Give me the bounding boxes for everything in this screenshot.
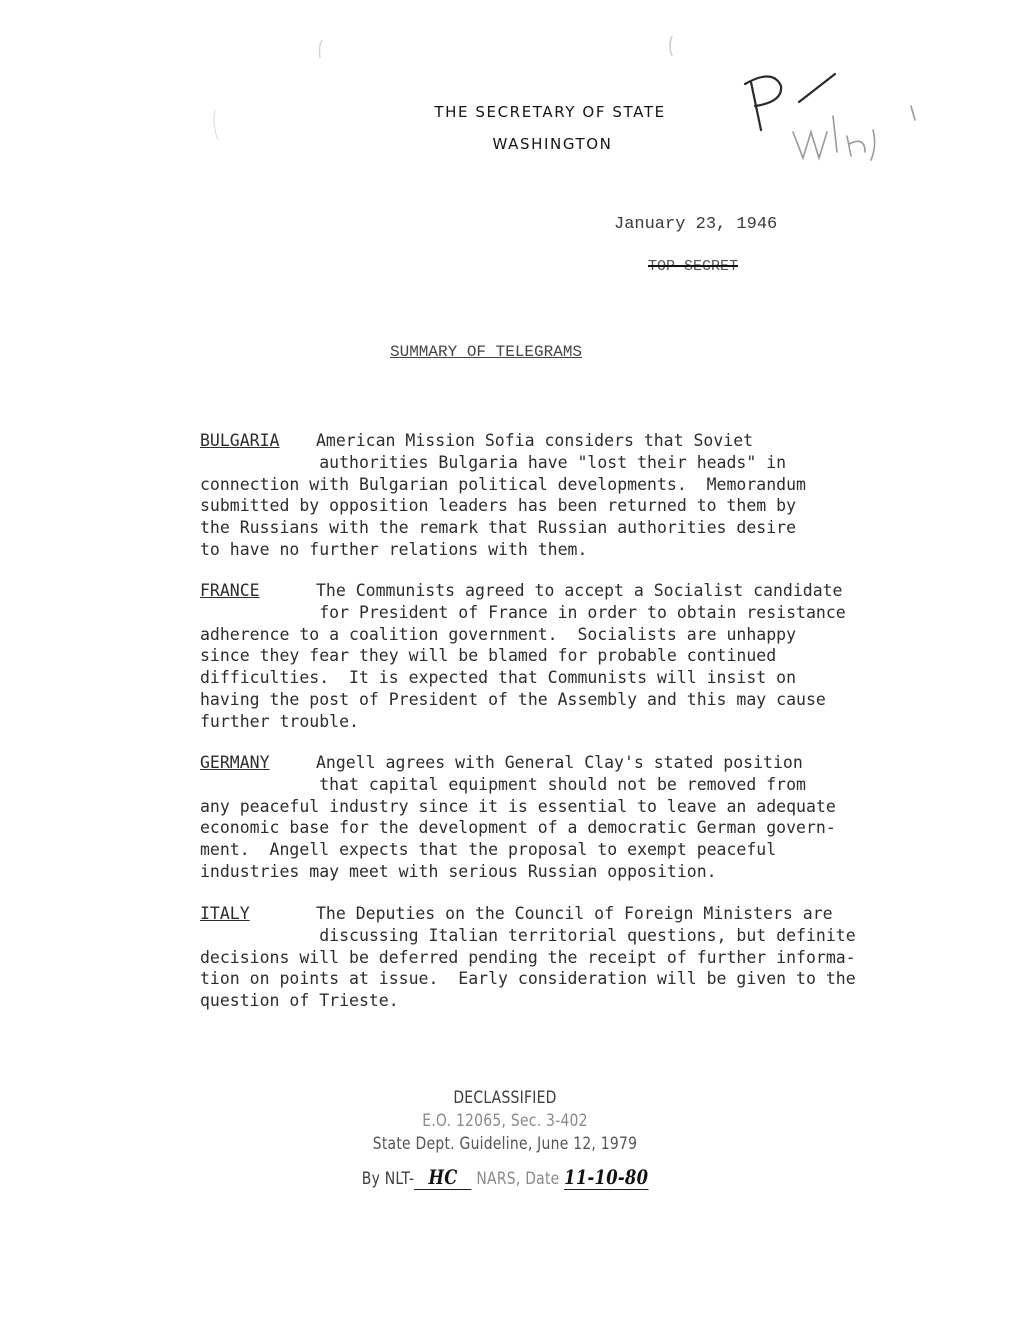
section-first-line: American Mission Sofia considers that Soviet [316, 431, 754, 450]
section-line: difficulties. It is expected that Communists will insist on [200, 668, 797, 688]
section-line: question of Trieste. [200, 991, 399, 1011]
section-bulgaria [200, 430, 920, 561]
section-line: tion on points at issue. Early consideration will be given to the [200, 969, 856, 989]
section-line: for President of France in order to obtain resistance [200, 602, 846, 622]
stamp-date: 11-10-80 [564, 1165, 649, 1189]
stamp-by-prefix: By NLT- [361, 1169, 415, 1189]
letterhead-city: WASHINGTON [492, 135, 613, 153]
stamp-line-eo: E.O. 12065, Sec. 3-402 [422, 1111, 588, 1131]
document-date: January 23, 1946 [614, 215, 778, 234]
section-line: that capital equipment should not be removed from [200, 774, 806, 794]
section-first-line: Angell agrees with General Clay's stated position [316, 753, 803, 772]
section-line: discussing Italian territorial questions, but definite [200, 925, 856, 945]
section-italy [200, 903, 920, 1012]
section-line: to have no further relations with them. [200, 539, 588, 559]
section-line: having the post of President of the Assembly and this may cause [200, 689, 826, 709]
section-heading: FRANCE [200, 581, 260, 600]
stamp-line-declassified: DECLASSIFIED [453, 1088, 557, 1108]
section-germany [200, 752, 920, 883]
section-france [200, 580, 920, 733]
letterhead-title: THE SECRETARY OF STATE [434, 103, 666, 121]
section-line: since they fear they will be blamed for probable continued [200, 646, 777, 666]
document-title: SUMMARY OF TELEGRAMS [390, 343, 583, 361]
section-heading: GERMANY [200, 753, 270, 772]
handwritten-initials [725, 62, 955, 172]
stamp-nars-date-label: NARS, Date [471, 1169, 565, 1189]
section-line: adherence to a coalition government. Socialists are unhappy [200, 624, 797, 644]
stamp-line-guideline: State Dept. Guideline, June 12, 1979 [372, 1134, 638, 1154]
section-line: connection with Bulgarian political developments. Memorandum [200, 474, 806, 494]
section-line: decisions will be deferred pending the receipt of further informa- [200, 947, 856, 967]
stamp-initials: HC [414, 1166, 471, 1190]
section-line: further trouble. [200, 711, 359, 731]
section-line: industries may meet with serious Russian opposition. [200, 861, 717, 881]
section-heading: ITALY [200, 904, 250, 923]
section-line: submitted by opposition leaders has been returned to them by [200, 496, 797, 516]
section-line: authorities Bulgaria have "lost their heads" in [200, 452, 787, 472]
classification-marking: TOP SECRET [648, 258, 739, 275]
section-line: any peaceful industry since it is essential to leave an adequate [200, 796, 836, 816]
section-first-line: The Communists agreed to accept a Socialist candidate [316, 581, 843, 600]
section-line: the Russians with the remark that Russian authorities desire [200, 518, 797, 538]
section-line: economic base for the development of a democratic German govern- [200, 818, 836, 838]
stamp-line-by [362, 1166, 649, 1191]
section-heading: BULGARIA [200, 431, 280, 450]
declassification-stamp [330, 1087, 680, 1191]
section-first-line: The Deputies on the Council of Foreign Ministers are [316, 904, 833, 923]
section-line: ment. Angell expects that the proposal to exempt peaceful [200, 840, 777, 860]
